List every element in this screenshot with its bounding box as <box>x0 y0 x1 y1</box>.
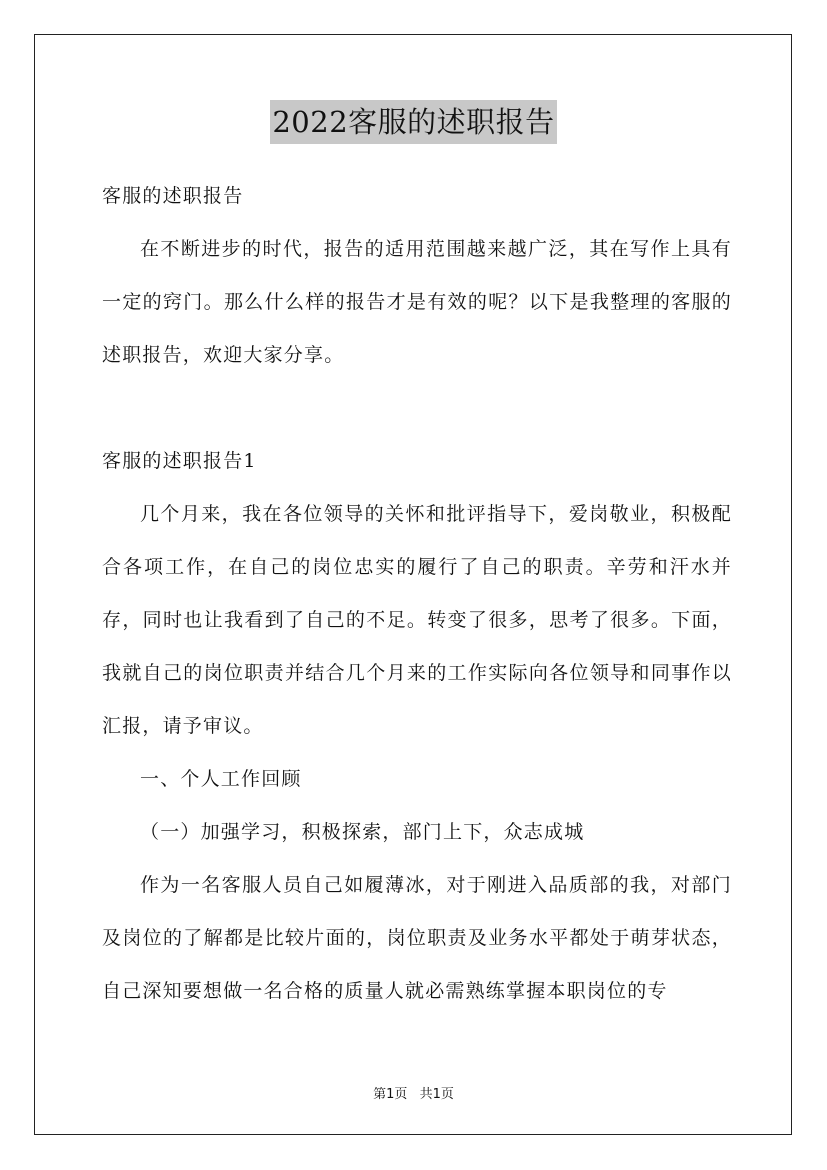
intro-paragraph: 在不断进步的时代，报告的适用范围越来越广泛，其在写作上具有一定的窍门。那么什么样的报告才是有效的呢？以下是我整理的客服的述职报告，欢迎大家分享。 <box>102 238 732 366</box>
page-number: 第1页 <box>373 1087 408 1102</box>
document-title: 2022客服的述职报告 <box>270 100 556 144</box>
section-heading: 客服的述职报告1 <box>102 450 257 472</box>
title-container <box>0 100 827 144</box>
body-paragraph-2: 作为一名客服人员自己如履薄冰，对于刚进入品质部的我，对部门及岗位的了解都是比较片面的，岗位职责及业务水平都处于萌芽状态，自己深知要想做一名合格的质量人就必需熟练掌握本职岗位的专 <box>102 874 732 1002</box>
document-subtitle: 客服的述职报告 <box>102 185 244 207</box>
document-body <box>102 170 732 1018</box>
page-footer <box>0 1083 827 1102</box>
paragraph-gap <box>102 382 732 435</box>
list-subitem-heading: （一）加强学习，积极探索，部门上下，众志成城 <box>140 821 585 843</box>
page-total: 共1页 <box>419 1087 454 1102</box>
body-paragraph-1: 几个月来，我在各位领导的关怀和批评指导下，爱岗敬业，积极配合各项工作，在自己的岗位忠实的履行了自己的职责。辛劳和汗水并存，同时也让我看到了自己的不足。转变了很多，思考了很多。下面，我就自己的岗位职责并结合几个月来的工作实际向各位领导和同事作以汇报，请予审议。 <box>102 503 732 737</box>
list-item-heading: 一、个人工作回顾 <box>140 768 302 790</box>
